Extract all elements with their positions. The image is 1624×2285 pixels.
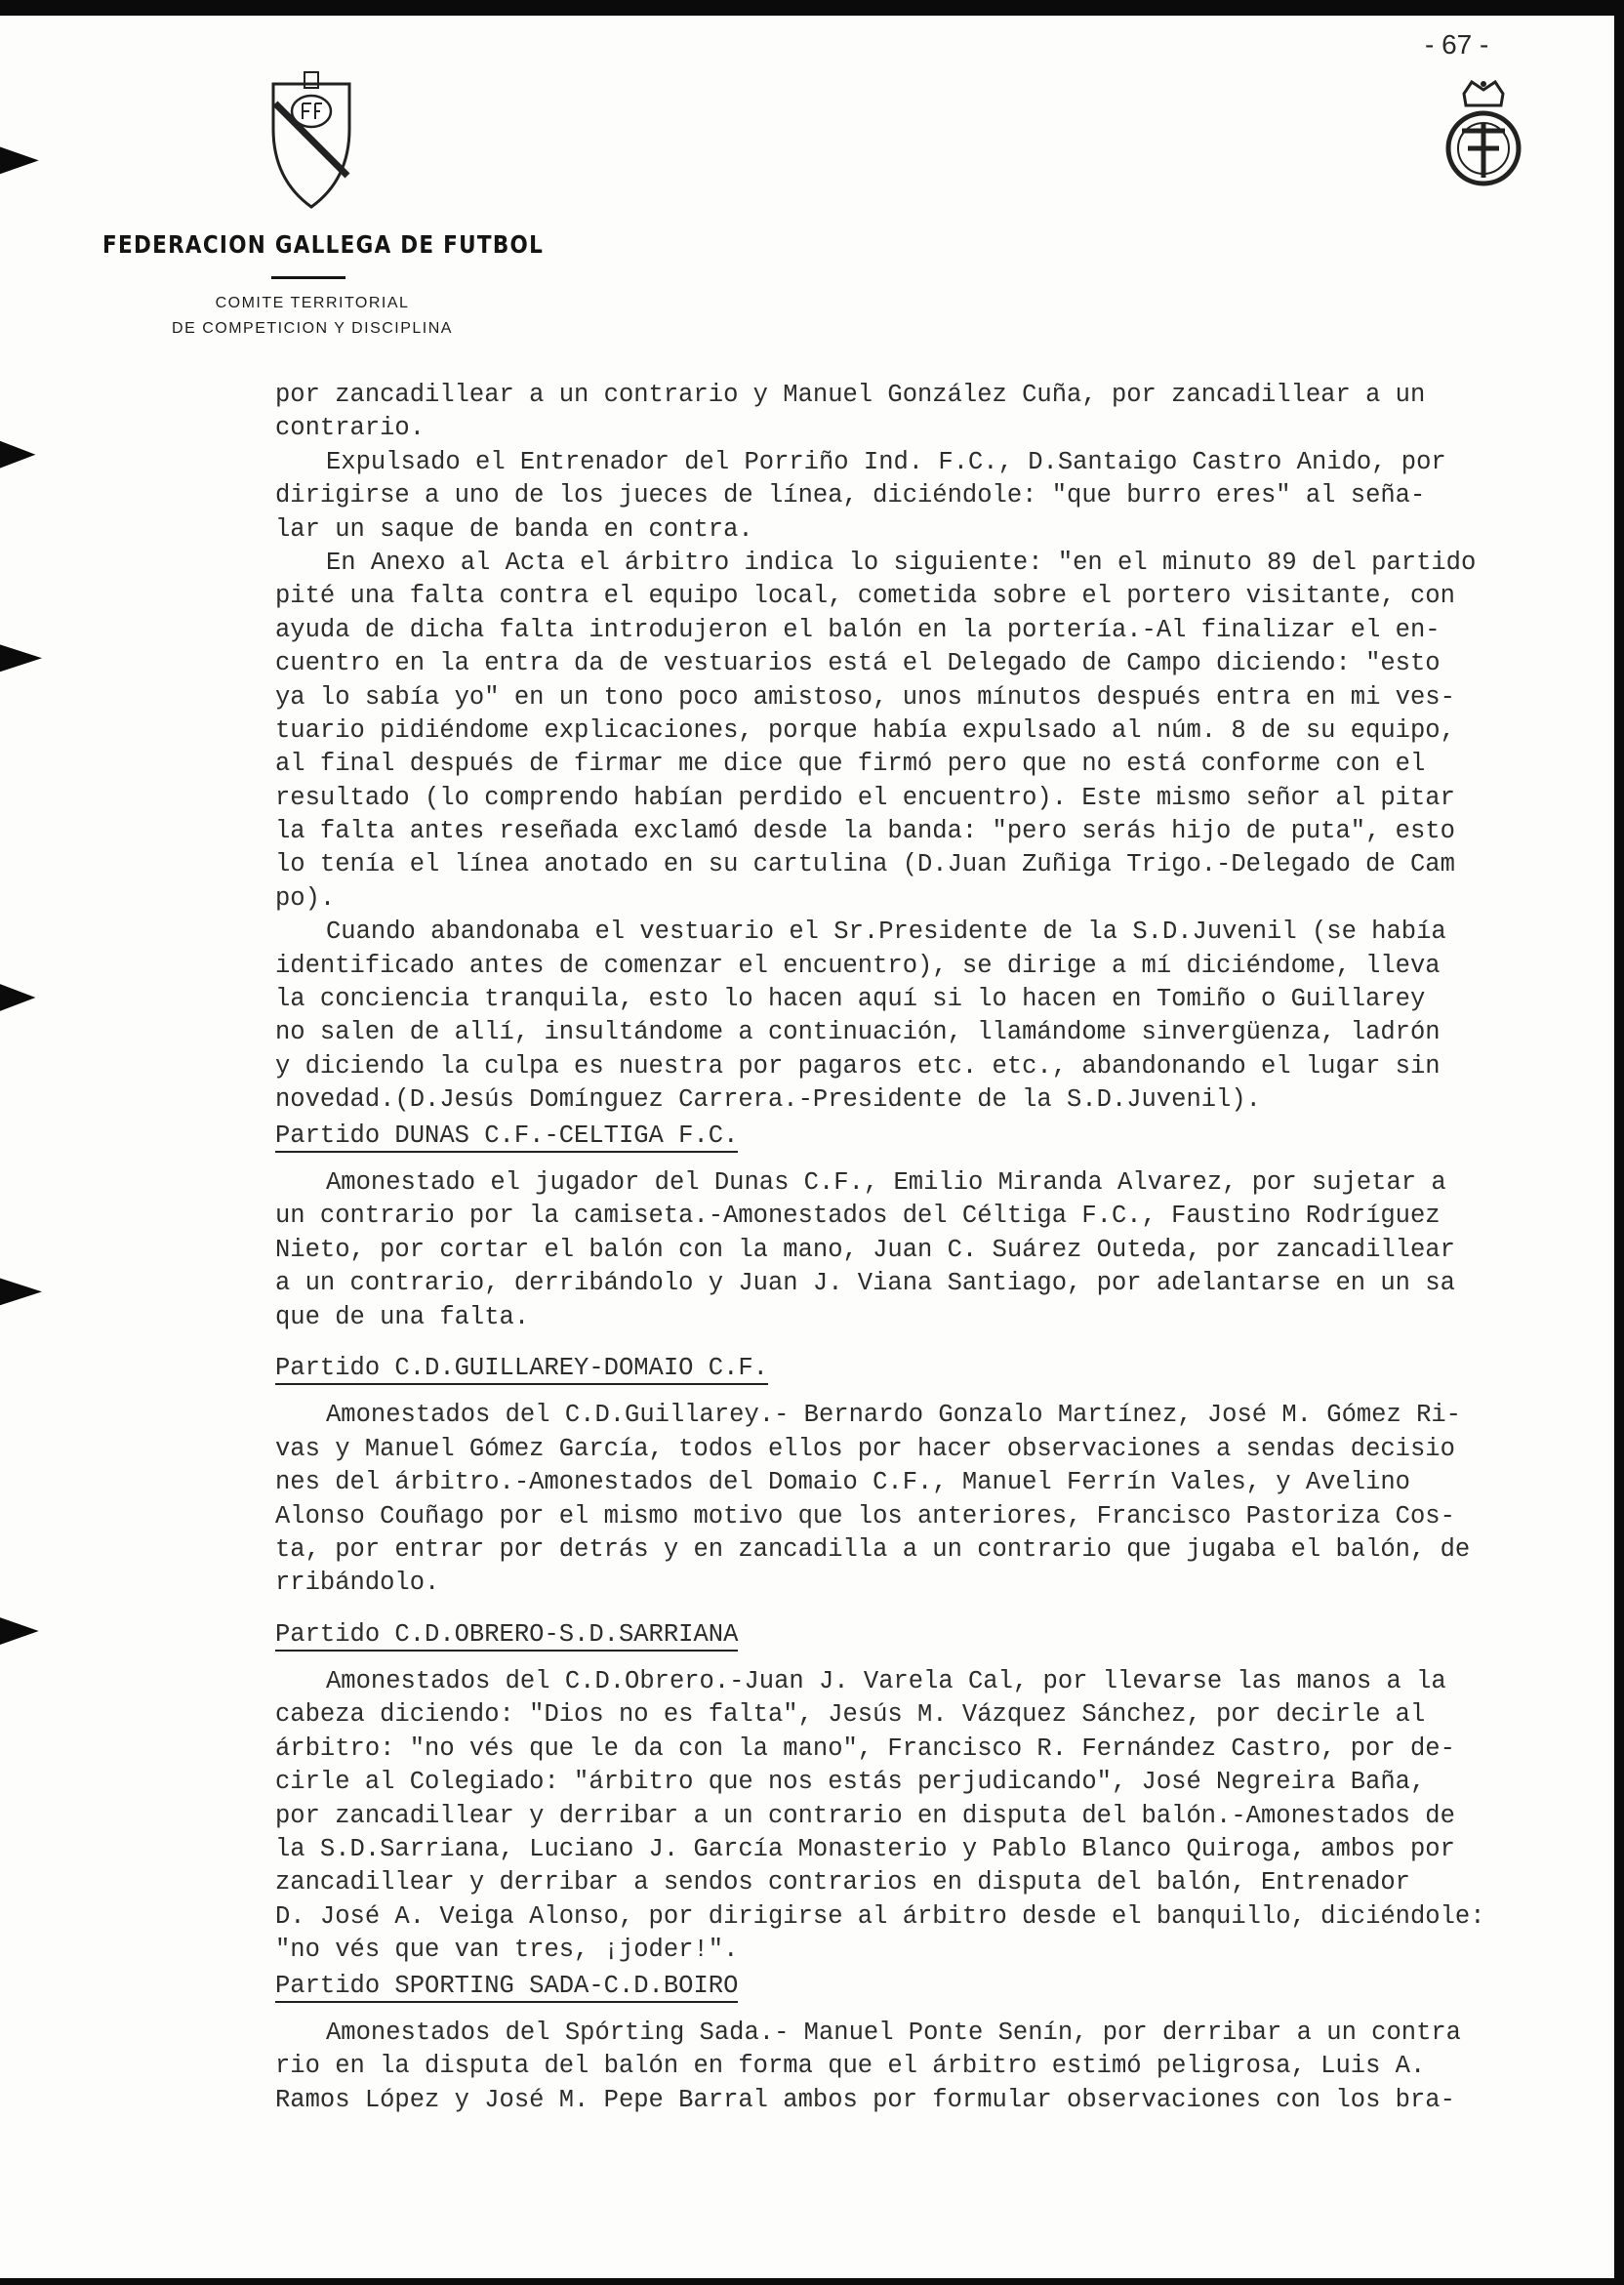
text-line: lar un saque de banda en contra. (275, 514, 753, 544)
text-line: po). (275, 883, 336, 913)
page-number: - 67 - (1425, 29, 1489, 60)
text-line: a un contrario, derribándolo y Juan J. Viana Santiago, por adelantarse en un sa (275, 1269, 1455, 1298)
match-heading: Partido C.D.GUILLAREY-DOMAIO C.F. (275, 1354, 768, 1385)
text-line: al final después de firmar me dice que firmó pero que no está conforme con el (275, 750, 1426, 779)
text-line: Amonestados del Spórting Sada.- Manuel Ponte Senín, por derribar a un contra (326, 2018, 1461, 2047)
text-line: la conciencia tranquila, esto lo hacen aquí si lo hacen en Tomiño o Guillarey (275, 985, 1426, 1014)
text-line: dirigirse a uno de los jueces de línea, diciéndole: "que burro eres" al seña- (275, 481, 1426, 510)
text-line: Nieto, por cortar el balón con la mano, Juan C. Suárez Outeda, por zancadillear (275, 1235, 1455, 1264)
committee-line-2: DE COMPETICION Y DISCIPLINA (172, 320, 453, 337)
text-line: contrario. (275, 414, 426, 443)
text-line: tuario pidiéndome explicaciones, porque había expulsado al núm. 8 de su equipo, (275, 715, 1455, 745)
text-line: Amonestados del C.D.Obrero.-Juan J. Varela Cal, por llevarse las manos a la (326, 1667, 1446, 1696)
letterhead-divider (271, 276, 345, 279)
match-heading: Partido SPORTING SADA-C.D.BOIRO (275, 1972, 738, 2003)
text-line: y diciendo la culpa es nuestra por pagaros etc. etc., abandonando el lugar sin (275, 1051, 1441, 1081)
text-line: que de una falta. (275, 1302, 530, 1331)
match-heading: Partido DUNAS C.F.-CELTIGA F.C. (275, 1122, 738, 1153)
text-line: Expulsado el Entrenador del Porriño Ind. F.C., D.Santaigo Castro Anido, por (326, 447, 1446, 476)
text-line: D. José A. Veiga Alonso, por dirigirse al árbitro desde el banquillo, diciéndole: (275, 1901, 1485, 1931)
text-line: identificado antes de comenzar el encuentro), se dirige a mí diciéndome, lleva (275, 951, 1441, 980)
text-line: resultado (lo comprendo habían perdido el encuentro). Este mismo señor al pitar (275, 783, 1455, 812)
text-line: Amonestados del C.D.Guillarey.- Bernardo Gonzalo Martínez, José M. Gómez Ri- (326, 1401, 1461, 1430)
text-line: zancadillear y derribar a sendos contrarios en disputa del balón, Entrenador (275, 1868, 1410, 1897)
text-line: En Anexo al Acta el árbitro indica lo siguiente: "en el minuto 89 del partido (326, 548, 1477, 577)
text-line: ya lo sabía yo" en un tono poco amistoso, unos mínutos después entra en mi ves- (275, 682, 1455, 712)
text-line: Cuando abandonaba el vestuario el Sr.Presidente de la S.D.Juvenil (se había (326, 918, 1446, 947)
text-line: pité una falta contra el equipo local, cometida sobre el portero visitante, con (275, 582, 1455, 611)
text-line: Ramos López y José M. Pepe Barral ambos por formular observaciones con los bra- (275, 2085, 1455, 2114)
text-line: ta, por entrar por detrás y en zancadilla a un contrario que jugaba el balón, de (275, 1534, 1471, 1564)
text-line: la falta antes reseñada exclamó desde la banda: "pero serás hijo de puta", esto (275, 817, 1455, 846)
text-line: Amonestado el jugador del Dunas C.F., Emilio Miranda Alvarez, por sujetar a (326, 1167, 1446, 1197)
text-line: vas y Manuel Gómez García, todos ellos por hacer observaciones a sendas decisio (275, 1434, 1455, 1463)
text-line: Alonso Couñago por el mismo motivo que los anteriores, Francisco Pastoriza Cos- (275, 1501, 1455, 1530)
text-line: por zancadillear y derribar a un contrario en disputa del balón.-Amonestados de (275, 1801, 1455, 1830)
text-line: cirle al Colegiado: "árbitro que nos estás perjudicando", José Negreira Baña, (275, 1768, 1426, 1797)
committee-line-1: COMITE TERRITORIAL (215, 295, 410, 311)
text-line: novedad.(D.Jesús Domínguez Carrera.-Presidente de la S.D.Juvenil). (275, 1085, 1261, 1115)
committee-name (135, 291, 490, 342)
text-line: ayuda de dicha falta introdujeron el balón en la portería.-Al finalizar el en- (275, 615, 1441, 644)
text-line: cabeza diciendo: "Dios no es falta", Jesús M. Vázquez Sánchez, por decirle al (275, 1700, 1426, 1730)
text-line: rribándolo. (275, 1569, 440, 1598)
federation-name: FEDERACION GALLEGA DE FUTBOL (102, 230, 545, 259)
text-line: no salen de allí, insultándome a continuación, llamándome sinvergüenza, ladrón (275, 1018, 1441, 1047)
crowned-crest-emblem (1442, 78, 1524, 193)
text-line: lo tenía el línea anotado en su cartulina (D.Juan Zuñiga Trigo.-Delegado de Cam (275, 850, 1455, 879)
text-line: un contrario por la camiseta.-Amonestados del Céltiga F.C., Faustino Rodríguez (275, 1202, 1441, 1231)
text-line: "no vés que van tres, ¡joder!". (275, 1936, 739, 1965)
text-line: rio en la disputa del balón en forma que el árbitro estimó peligrosa, Luis A. (275, 2052, 1426, 2081)
report-body (275, 379, 1563, 2117)
federation-shield-emblem (269, 70, 353, 209)
text-line: cuentro en la entra da de vestuarios está el Delegado de Campo diciendo: "esto (275, 649, 1441, 678)
match-heading: Partido C.D.OBRERO-S.D.SARRIANA (275, 1620, 738, 1652)
text-line: árbitro: "no vés que le da con la mano", Francisco R. Fernández Castro, por de- (275, 1734, 1455, 1763)
text-line: la S.D.Sarriana, Luciano J. García Monasterio y Pablo Blanco Quiroga, ambos por (275, 1835, 1455, 1864)
text-line: nes del árbitro.-Amonestados del Domaio C.F., Manuel Ferrín Vales, y Avelino (275, 1468, 1410, 1497)
text-line: por zancadillear a un contrario y Manuel González Cuña, por zancadillear a un (275, 381, 1426, 409)
